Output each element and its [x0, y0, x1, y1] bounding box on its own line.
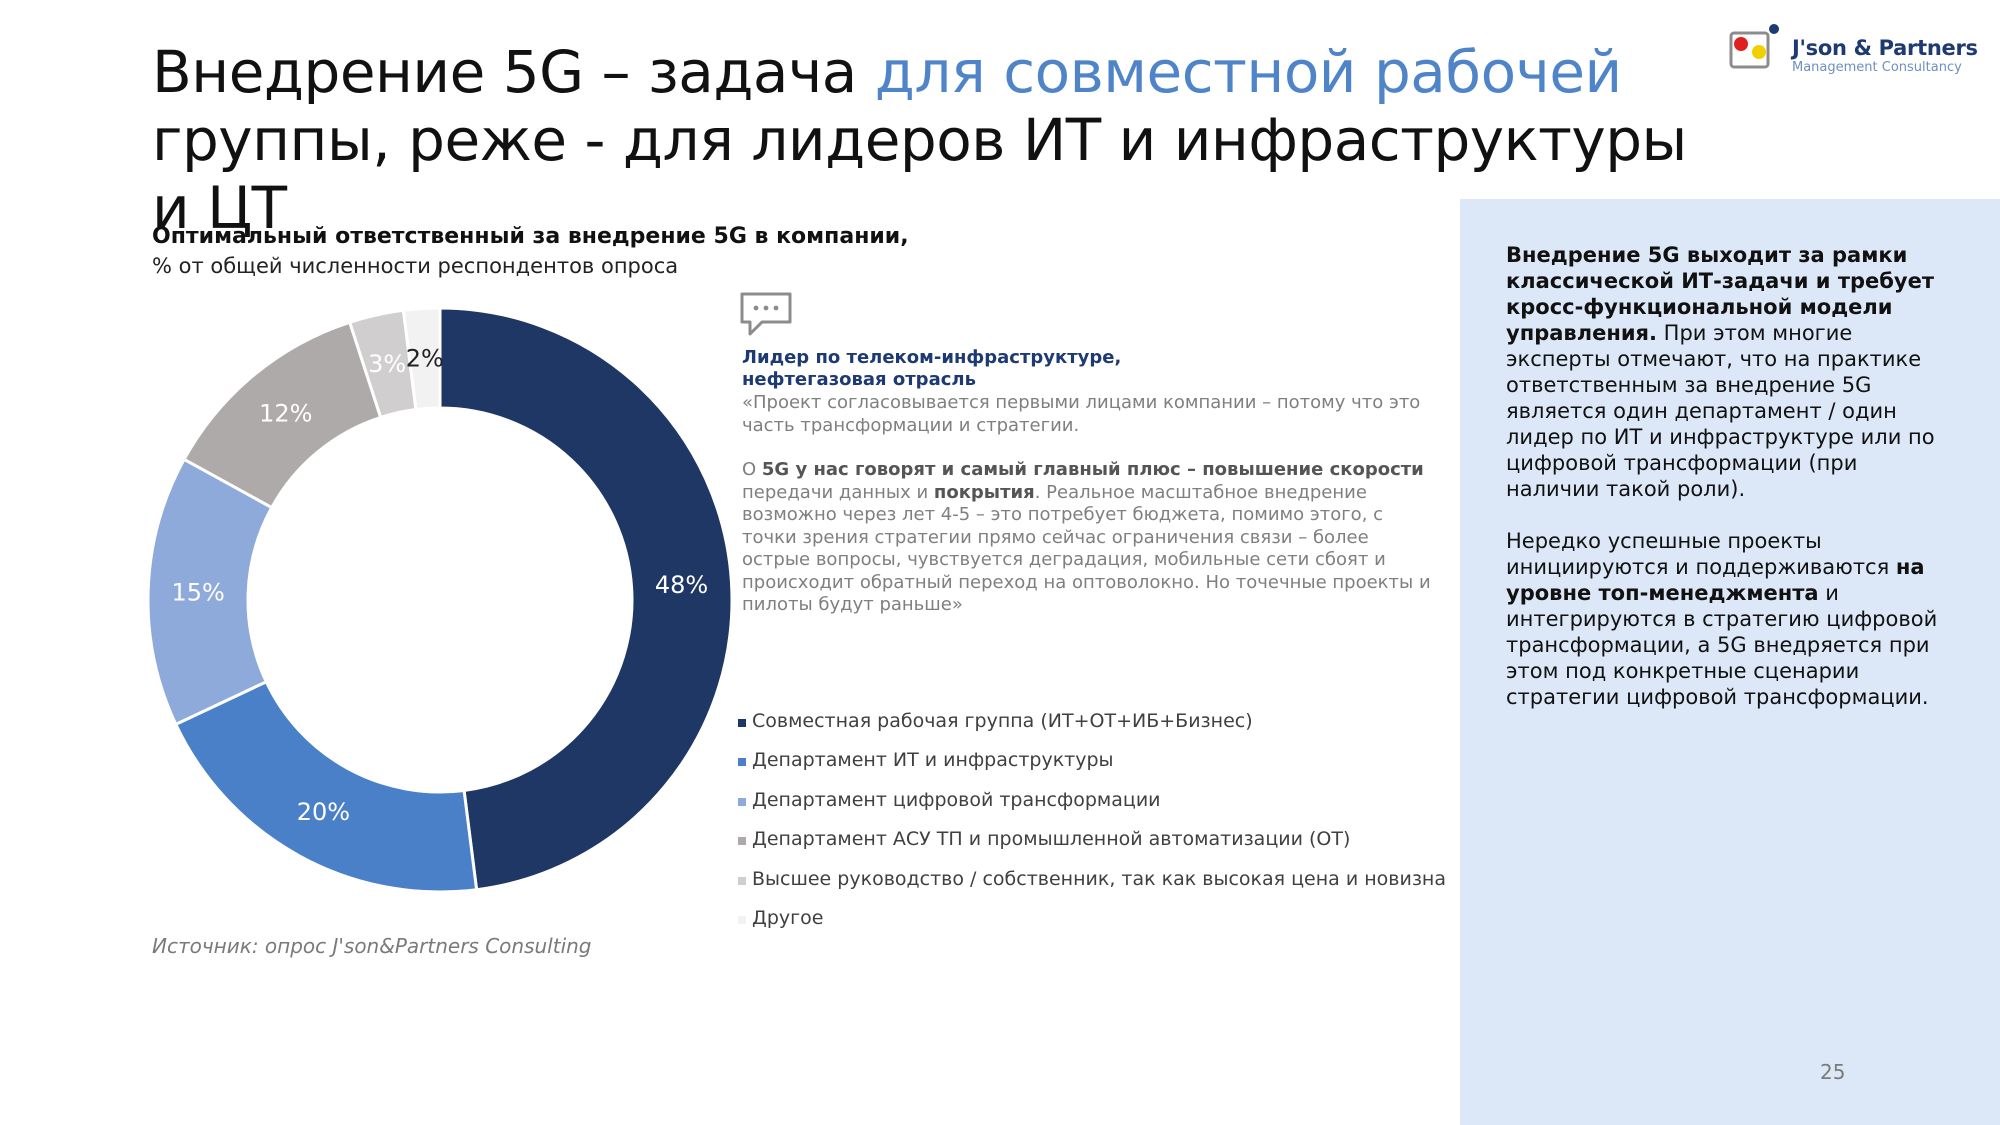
insight-p1-rest: При этом многие эксперты отмечают, что на практике ответственным за внедрение 5G является один департамент / один лидер по ИТ и инфраструктуре или по цифровой трансформации (при наличии такой роли). — [1506, 321, 1935, 501]
quote-author-line-2: нефтегазовая отрасль — [742, 369, 976, 390]
slice-label: 15% — [171, 578, 225, 607]
chart-title: Оптимальный ответственный за внедрение 5G в компании, — [152, 224, 909, 249]
quote-paragraph-1: «Проект согласовывается первыми лицами компании – потому что это часть трансформации и стратегии. — [742, 392, 1421, 436]
logo-subtitle: Management Consultancy — [1792, 60, 1962, 75]
quote-paragraph-2 — [742, 459, 1432, 617]
quote-p2-prefix: О — [742, 459, 762, 480]
legend-swatch — [738, 719, 746, 727]
logo-mark-icon — [1728, 24, 1786, 72]
insight-p2-prefix: Нередко успешные проекты инициируются и поддерживаются — [1506, 529, 1896, 579]
insight-p2-rest: и интегрируются в стратегию цифровой трансформации, а 5G внедряется при этом под конкретные сценарии стратегии цифровой трансформации. — [1506, 581, 1938, 709]
legend-item — [738, 907, 1446, 946]
legend-label: Высшее руководство / собственник, так как высокая цена и новизна — [752, 867, 1447, 890]
insight-p1-bold: Внедрение 5G выходит за рамки классической ИТ-задачи и требует кросс-функциональной модели управления. — [1506, 243, 1935, 345]
legend-swatch — [738, 916, 746, 924]
legend-label: Департамент цифровой трансформации — [752, 788, 1161, 811]
legend-label: Департамент ИТ и инфраструктуры — [752, 749, 1114, 772]
donut-slice — [440, 308, 732, 890]
title-accent: для совместной рабочей — [874, 38, 1622, 106]
quote-text — [742, 392, 1432, 617]
insight-p2-bold: на уровне топ-менеджмента — [1506, 555, 1925, 605]
donut-chart — [140, 300, 740, 900]
insight-paragraph-1 — [1506, 242, 1946, 502]
slice-label: 2% — [405, 344, 444, 373]
legend-item — [738, 868, 1446, 907]
insight-paragraph-2 — [1506, 528, 1946, 710]
chart-legend — [738, 710, 1446, 946]
slice-label: 48% — [654, 570, 709, 599]
legend-swatch — [738, 837, 746, 845]
legend-swatch — [738, 758, 746, 766]
quote-author-line-1: Лидер по телеком-инфраструктуре, — [742, 347, 1122, 368]
title-line-2: группы, реже - для лидеров ИТ и инфраструктуры и ЦТ — [152, 106, 1687, 242]
legend-item — [738, 710, 1446, 749]
company-logo — [1722, 10, 1992, 80]
quote-p2-mid: передачи данных и — [742, 481, 934, 503]
logo-name: J'son & Partners — [1792, 36, 1978, 60]
quote-author — [742, 347, 1382, 391]
chart-subtitle: % от общей численности респондентов опроса — [152, 254, 679, 278]
quote-p2-bold: 5G у нас говорят и самый главный плюс – повышение скорости — [761, 459, 1424, 480]
donut-slice — [176, 682, 477, 892]
quote-p2-bold-2: покрытия — [933, 481, 1035, 503]
legend-label: Совместная рабочая группа (ИТ+ОТ+ИБ+Бизнес) — [752, 710, 1253, 732]
source-note: Источник: опрос J'son&Partners Consulting — [152, 934, 592, 958]
slice-label: 20% — [296, 798, 351, 827]
legend-label: Другое — [752, 906, 824, 929]
title-line-1 — [152, 38, 1712, 106]
legend-item — [738, 789, 1446, 828]
insight-text — [1506, 242, 1946, 710]
legend-label: Департамент АСУ ТП и промышленной автоматизации (ОТ) — [752, 828, 1351, 851]
quote-p2-rest: . Реальное масштабное внедрение возможно через лет 4-5 – это потребует бюджета, помимо этого, с точки зрения стратегии прямо сейчас ограничения связи – более острые вопросы, чувствуется деградация, мобильные сети сбоят и происходит обратный переход на оптоволокно. Но точечные проекты и пилоты будут раньше» — [742, 481, 1431, 615]
title-prefix: Внедрение 5G – задача — [152, 38, 875, 106]
page-number: 25 — [1820, 1060, 1846, 1084]
legend-swatch — [738, 877, 746, 885]
speech-bubble-icon — [738, 290, 794, 340]
legend-swatch — [738, 798, 746, 806]
slice-label: 12% — [259, 399, 313, 428]
legend-item — [738, 828, 1446, 867]
slice-label: 3% — [368, 349, 407, 378]
legend-item — [738, 749, 1446, 788]
